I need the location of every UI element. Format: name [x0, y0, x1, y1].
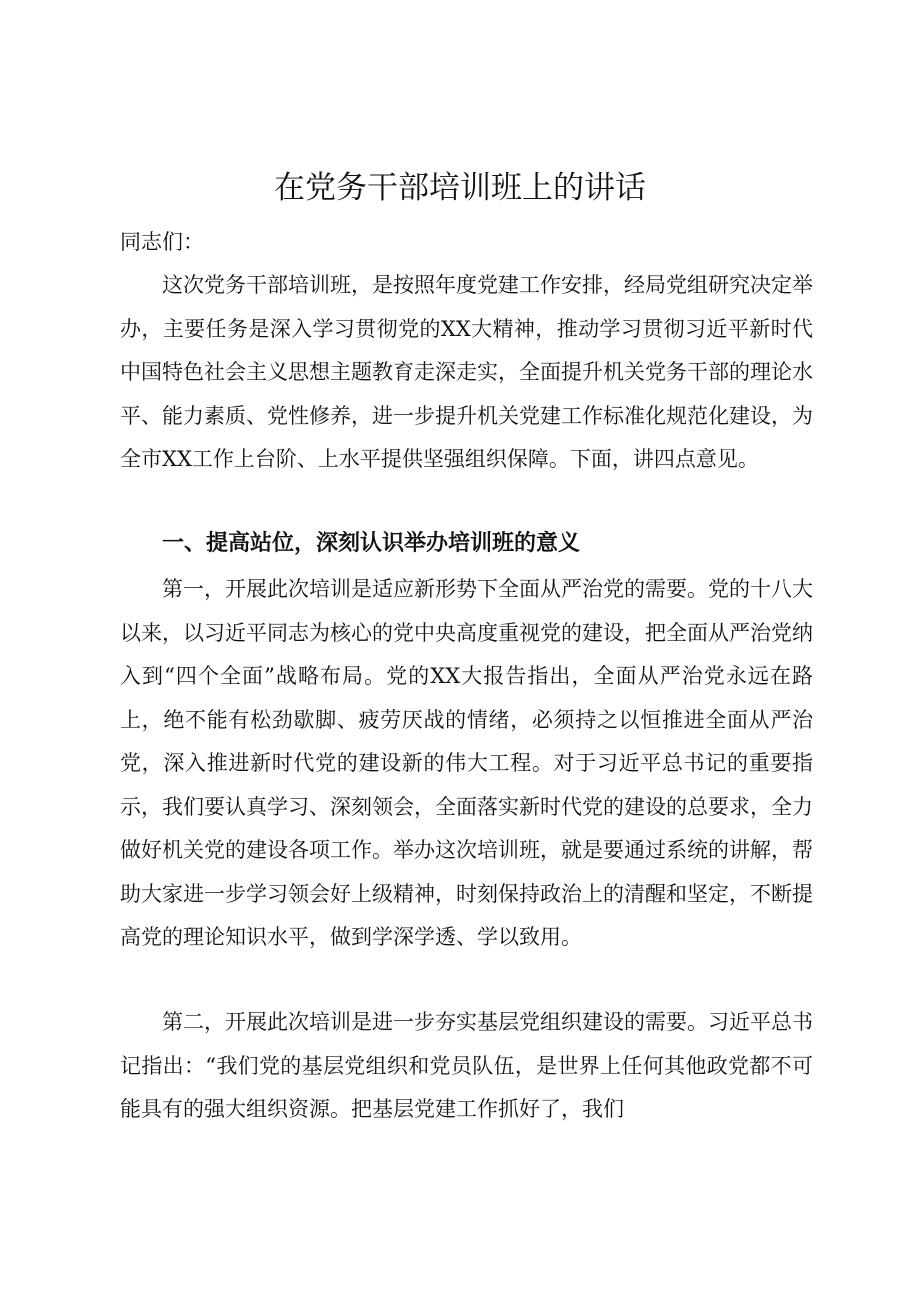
- paragraph-second-point: 第二，开展此次培训是进一步夯实基层党组织建设的需要。习近平总书记指出：“我们党的基层党组织和党员队伍，是世界上任何其他政党都不可能具有的强大组织资源。把基层党建工作抓好了，我们: [120, 1010, 813, 1121]
- section-heading: 一、提高站位，深刻认识举办培训班的意义: [162, 531, 581, 556]
- salutation: 同志们：: [120, 230, 204, 254]
- paragraph-first-point: 第一，开展此次培训是适应新形势下全面从严治党的需要。党的十八大以来，以习近平同志为核心的党中央高度重视党的建设，把全面从严治党纳入到“四个全面”战略布局。党的XX大报告指出，全面从严治党永远在路上，绝不能有松劲歇脚、疲劳厌战的情绪，必须持之以恒推进全面从严治党，深入推进新时代党的建设新的伟大工程。对于习近平总书记的重要指示，我们要认真学习、深刻领会，全面落实新时代党的建设的总要求，全力做好机关党的建设各项工作。举办这次培训班，就是要通过系统的讲解，帮助大家进一步学习领会好上级精神，时刻保持政治上的清醒和坚定，不断提高党的理论知识水平，做到学深学透、学以致用。: [120, 577, 813, 949]
- document-title: 在党务干部培训班上的讲话: [274, 170, 646, 206]
- paragraph-intro: 这次党务干部培训班，是按照年度党建工作安排，经局党组研究决定举办，主要任务是深入学习贯彻党的XX大精神，推动学习贯彻习近平新时代中国特色社会主义思想主题教育走深走实，全面提升机关党务干部的理论水平、能力素质、党性修养，进一步提升机关党建工作标准化规范化建设，为全市XX工作上台阶、上水平提供坚强组织保障。下面，讲四点意见。: [120, 273, 813, 471]
